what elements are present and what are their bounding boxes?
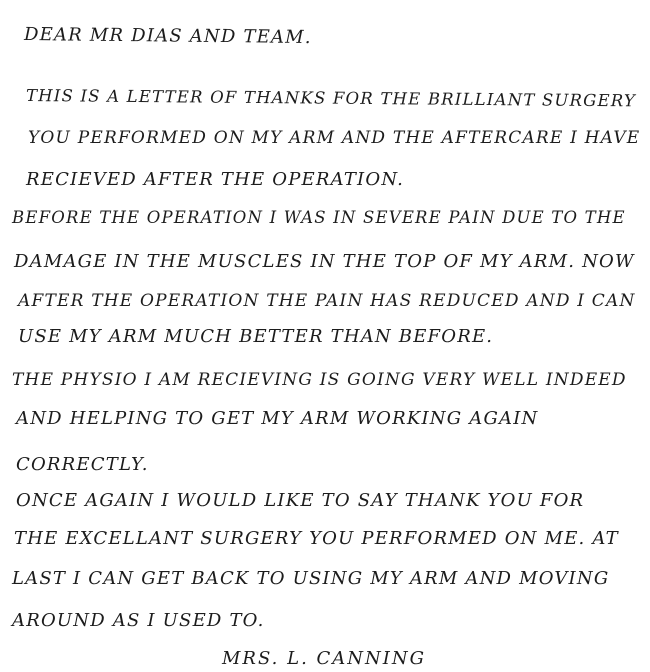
letter-line: AROUND AS I USED TO.: [12, 610, 265, 631]
letter-line: DAMAGE IN THE MUSCLES IN THE TOP OF MY ARM. NOW: [14, 251, 635, 272]
letter-line: CORRECTLY.: [16, 454, 149, 475]
letter-line: RECIEVED AFTER THE OPERATION.: [26, 169, 405, 190]
letter-greeting: DEAR MR DIAS AND TEAM.: [23, 24, 312, 49]
letter-line: ONCE AGAIN I WOULD LIKE TO SAY THANK YOU FOR: [16, 490, 585, 511]
letter-signature: MRS. L. CANNING: [222, 648, 427, 669]
letter-line: THE EXCELLANT SURGERY YOU PERFORMED ON ME. AT: [14, 528, 619, 549]
letter-line: BEFORE THE OPERATION I WAS IN SEVERE PAIN DUE TO THE: [12, 208, 626, 227]
letter-line: AFTER THE OPERATION THE PAIN HAS REDUCED AND I CAN: [18, 291, 636, 311]
letter-line: LAST I CAN GET BACK TO USING MY ARM AND MOVING: [12, 568, 610, 589]
letter-line: AND HELPING TO GET MY ARM WORKING AGAIN: [16, 408, 539, 429]
letter-line: USE MY ARM MUCH BETTER THAN BEFORE.: [18, 326, 494, 347]
letter-line: THE PHYSIO I AM RECIEVING IS GOING VERY WELL INDEED: [12, 370, 627, 390]
letter-line: THIS IS A LETTER OF THANKS FOR THE BRILLIANT SURGERY: [25, 86, 637, 111]
letter-line: YOU PERFORMED ON MY ARM AND THE AFTERCARE I HAVE: [28, 128, 641, 148]
